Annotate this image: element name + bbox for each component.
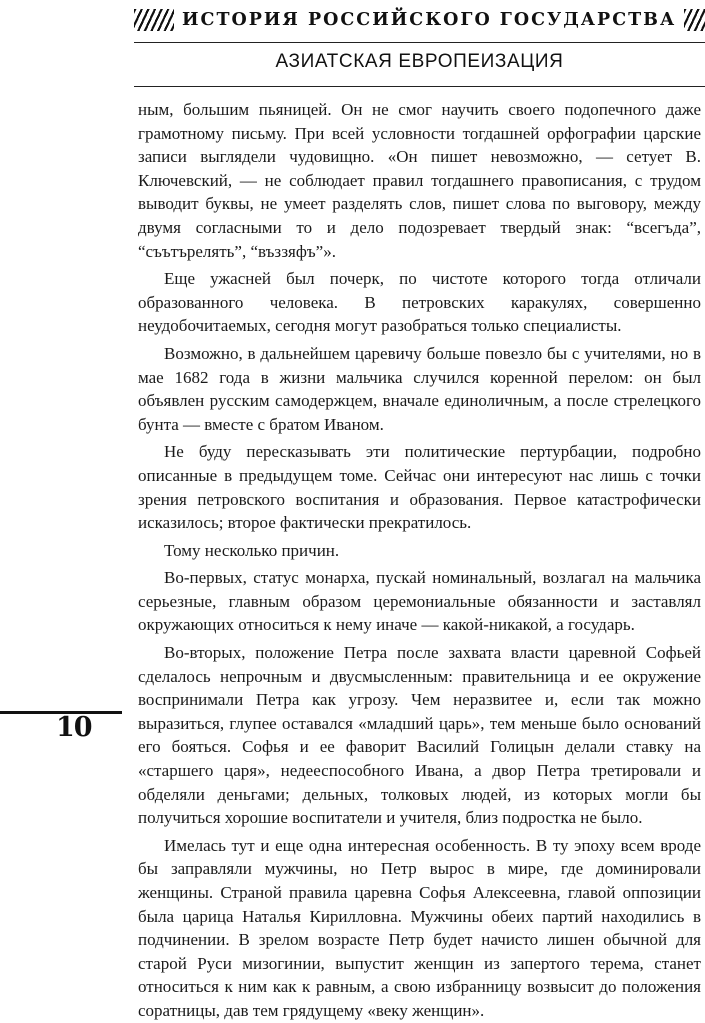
divider — [134, 42, 705, 43]
paragraph: Еще ужасней был почерк, по чистоте которого тогда отличали образованного человека. В петровских каракулях, совершенно неудобочитаемых, сегодня могут разобраться только специалисты. — [138, 269, 701, 336]
running-header — [134, 6, 705, 34]
paragraph: ным, большим пьяницей. Он не смог научить своего подопечного даже грамотному письму. При всей условности тогдашней орфографии царские записи выглядели чудовищно. «Он пишет невозможно, — сетует В. Ключевский, — не соблюдает правил тогдашнего правописания, с трудом выводит буквы, не умеет разделять слов, пишет слова по выговору, между двумя согласными то и дело подозревает твердый знак: “всегъда”, “съътърелять”, “въззяфъ”». — [138, 100, 701, 261]
paragraph: Тому несколько причин. — [164, 540, 340, 560]
chapter-title: АЗИАТСКАЯ ЕВРОПЕИЗАЦИЯ — [275, 51, 564, 72]
paragraph: Во-вторых, положение Петра после захвата власти царевной Софьей сделалось непрочным и двусмысленным: правительница и ее окружение воспринимали Петра как угрозу. Чем неразвитее и, если так можно выразиться, глупее оставался «младший царь», тем меньше было оснований его бояться. Софья и ее фаворит Василий Голицын делали ставку на «старшего царя», недееспособного Ивана, а двор Петра третировали и обделяли деньгами; дельных, толковых людей, из которых могли бы получиться хорошие воспитатели и учителя, близ подростка не было. — [138, 643, 701, 828]
divider — [134, 86, 705, 87]
header-hatch-ornament — [134, 9, 174, 31]
book-title: ИСТОРИЯ РОССИЙСКОГО ГОСУДАРСТВА — [182, 10, 677, 30]
header-hatch-ornament — [684, 9, 705, 31]
body-text — [138, 98, 701, 1023]
page-number: 10 — [56, 712, 92, 743]
paragraph: Во-первых, статус монарха, пускай номинальный, возлагал на мальчика серьезные, главным образом церемониальные обязанности и заставлял окружающих относиться к нему иначе — какой-никакой, а государь. — [138, 568, 701, 635]
paragraph: Имелась тут и еще одна интересная особенность. В ту эпоху всем вроде бы заправляли мужчины, но Петр вырос в мире, где доминировали женщины. Страной правила царевна Софья Алексеевна, главой оппозиции была царица Наталья Кирилловна. Мужчины обеих партий находились в подчинении. В зрелом возрасте Петр будет начисто лишен обычной для старой Руси мизогинии, выпустит женщин из запертого терема, станет относиться к ним как к равным, а свою избранницу возвысит до положения соратницы, дав тем грядущему «веку женщин». — [138, 835, 701, 1020]
paragraph: Не буду пересказывать эти политические пертурбации, подробно описанные в предыдущем томе. Сейчас они интересуют нас лишь с точки зрения петровского воспитания и образования. Первое катастрофически исказилось; второе фактически прекратилось. — [138, 442, 701, 533]
paragraph: Возможно, в дальнейшем царевичу больше повезло бы с учителями, но в мае 1682 года в жизни мальчика случился коренной перелом: он был объявлен русским самодержцем, вначале единоличным, а после стрелецкого бунта — вместе с братом Иваном. — [138, 343, 701, 434]
